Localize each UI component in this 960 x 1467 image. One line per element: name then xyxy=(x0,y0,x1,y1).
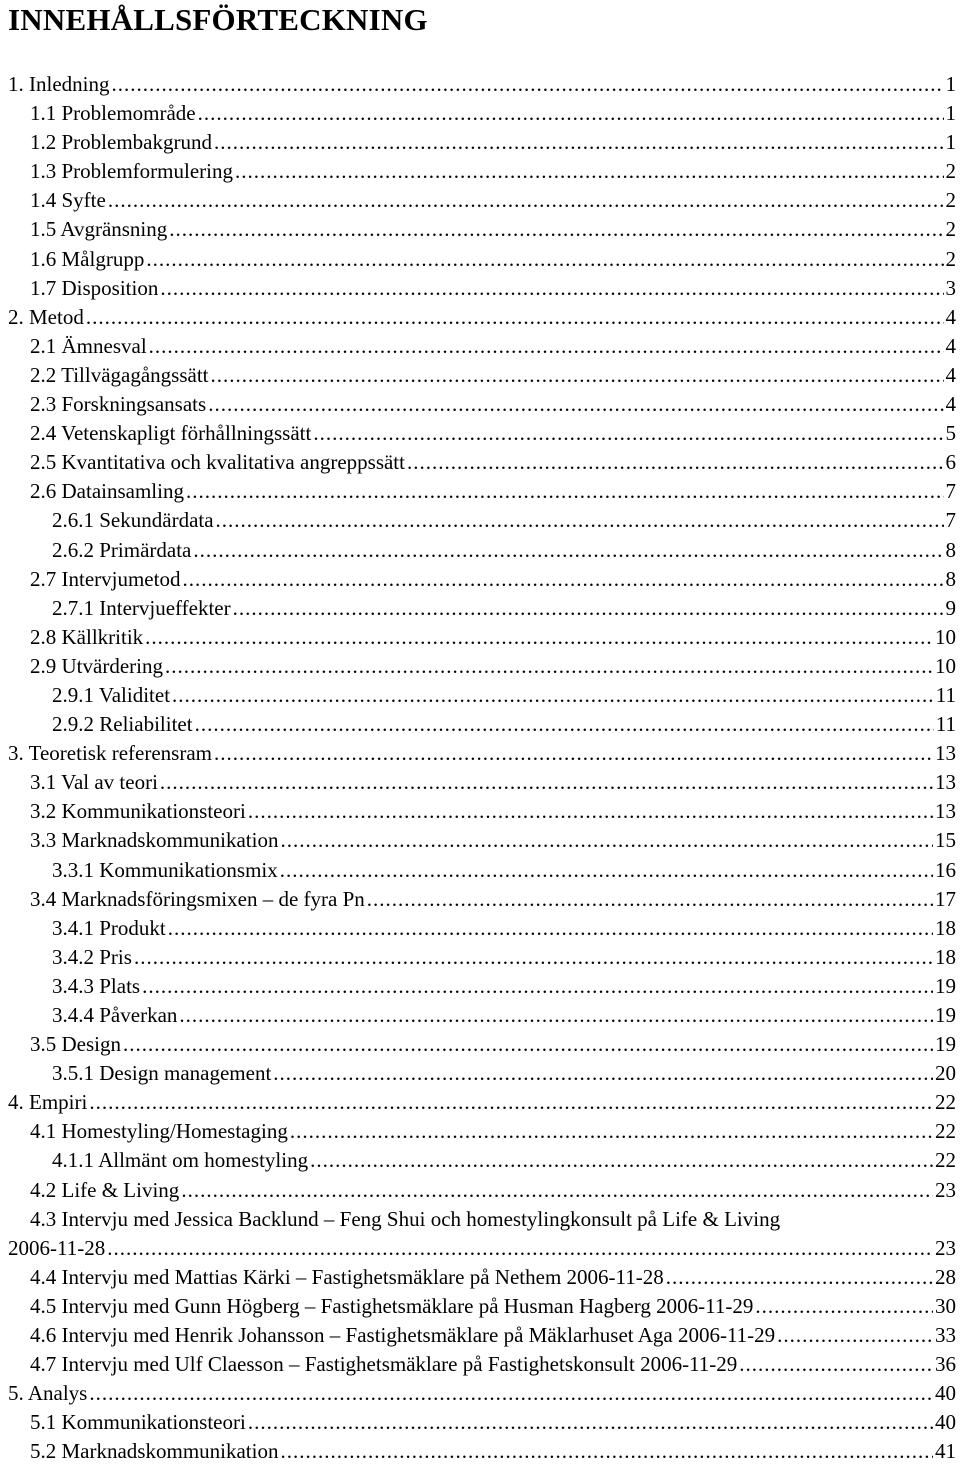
toc-entry[interactable] xyxy=(0,1321,956,1350)
toc-entry[interactable] xyxy=(0,1350,956,1379)
dot-leader xyxy=(739,1350,933,1379)
toc-entry-label: 4.1.1 Allmänt om homestyling xyxy=(52,1148,309,1173)
toc-entry[interactable] xyxy=(0,274,956,303)
dot-leader xyxy=(280,856,933,885)
toc-entry-label: 4. Empiri xyxy=(8,1090,88,1115)
toc-entry-page: 11 xyxy=(935,682,956,707)
toc-entry[interactable] xyxy=(0,1205,956,1234)
toc-entry-page: 40 xyxy=(935,1410,956,1435)
toc-entry-label: 5.1 Kommunikationsteori xyxy=(30,1410,246,1435)
toc-entry-label: 4.2 Life & Living xyxy=(30,1177,180,1202)
toc-entry-page: 15 xyxy=(935,828,956,853)
dot-leader xyxy=(134,943,933,972)
toc-entry-label: 2.6 Datainsamling xyxy=(30,479,184,504)
dot-leader xyxy=(211,361,944,390)
toc-entry[interactable] xyxy=(0,390,956,419)
toc-entry-label: 1.4 Syfte xyxy=(30,188,106,213)
toc-entry-page: 8 xyxy=(945,566,956,591)
toc-entry-label: 5.2 Marknadskommunikation xyxy=(30,1439,279,1464)
toc-entry[interactable] xyxy=(0,1408,956,1437)
toc-entry-page: 41 xyxy=(935,1439,956,1464)
dot-leader xyxy=(182,565,943,594)
toc-entry-label: 3.1 Val av teori xyxy=(30,770,158,795)
toc-entry-label: 1.3 Problemformulering xyxy=(30,159,233,184)
toc-entry-label: 1.2 Problembakgrund xyxy=(30,130,212,155)
toc-entry-label: 2.6.1 Sekundärdata xyxy=(52,508,214,533)
dot-leader xyxy=(172,681,934,710)
toc-entry-page: 33 xyxy=(935,1323,956,1348)
toc-entry-page: 36 xyxy=(935,1352,956,1377)
toc-entry-page: 13 xyxy=(935,799,956,824)
dot-leader xyxy=(235,157,944,186)
toc-entry-page: 17 xyxy=(935,886,956,911)
dot-leader xyxy=(107,1234,933,1263)
toc-entry-page: 1 xyxy=(945,130,956,155)
toc-entry-label: 3.4.4 Påverkan xyxy=(52,1003,178,1027)
toc-entry-page: 2 xyxy=(945,246,956,271)
dot-leader xyxy=(108,186,944,215)
toc-entry-page: 6 xyxy=(945,450,956,475)
dot-leader xyxy=(755,1292,933,1321)
dot-leader xyxy=(123,1030,933,1059)
dot-leader xyxy=(145,623,933,652)
toc-entry-page: 28 xyxy=(935,1264,956,1289)
toc-entry[interactable] xyxy=(0,303,956,332)
toc-entry-page: 19 xyxy=(935,973,956,998)
dot-leader xyxy=(248,1408,933,1437)
toc-entry-label: 4.1 Homestyling/Homestaging xyxy=(30,1119,288,1144)
dot-leader xyxy=(198,99,944,128)
toc-entry[interactable] xyxy=(0,739,956,768)
toc-entry[interactable] xyxy=(0,157,956,186)
toc-entry-label: 4.7 Intervju med Ulf Claesson – Fastighetsmäklare på Fastighetskonsult 2006-11-29 xyxy=(30,1352,738,1377)
toc-entry-page: 10 xyxy=(935,624,956,649)
dot-leader xyxy=(310,1146,933,1175)
toc-entry-label: 3.5 Design xyxy=(30,1032,121,1057)
toc-entry[interactable] xyxy=(0,914,956,943)
toc-entry-label: 3.5.1 Design management xyxy=(52,1061,272,1086)
page-title: INNEHÅLLSFÖRTECKNING xyxy=(8,2,428,37)
dot-leader xyxy=(208,390,943,419)
toc-entry-page: 4 xyxy=(945,304,956,329)
dot-leader xyxy=(214,128,944,157)
dot-leader xyxy=(168,914,933,943)
toc-entry-page: 2 xyxy=(945,217,956,242)
toc-entry-page: 2 xyxy=(945,159,956,184)
toc-entry[interactable] xyxy=(0,1379,956,1408)
toc-entry-page: 18 xyxy=(935,915,956,940)
toc-entry-page: 13 xyxy=(935,741,956,766)
toc-entry[interactable] xyxy=(0,1292,956,1321)
toc-entry[interactable] xyxy=(0,972,956,1001)
dot-leader xyxy=(216,506,944,535)
toc-entry[interactable] xyxy=(0,1117,956,1146)
dot-leader xyxy=(280,826,933,855)
toc-entry-label: 4.4 Intervju med Mattias Kärki – Fastighetsmäklare på Nethem 2006-11-28 xyxy=(30,1264,664,1289)
toc-entry[interactable] xyxy=(0,710,956,739)
toc-entry-label: 2.2 Tillvägagångssätt xyxy=(30,362,209,387)
toc-entry[interactable] xyxy=(0,1088,956,1117)
toc-entry-label-continuation: 2006-11-28 xyxy=(8,1235,106,1260)
dot-leader xyxy=(248,797,933,826)
toc-entry-label: 2.3 Forskningsansats xyxy=(30,392,207,417)
dot-leader xyxy=(290,1117,933,1146)
dot-leader xyxy=(149,332,944,361)
toc-entry-page: 5 xyxy=(945,421,956,446)
toc-entry-page: 18 xyxy=(935,944,956,969)
toc-entry-page: 20 xyxy=(935,1061,956,1086)
dot-leader xyxy=(142,972,933,1001)
dot-leader xyxy=(165,652,933,681)
dot-leader xyxy=(169,215,943,244)
toc-entry[interactable] xyxy=(0,477,956,506)
toc-entry-page: 13 xyxy=(935,770,956,795)
dot-leader xyxy=(193,536,943,565)
toc-entry[interactable] xyxy=(0,1001,956,1030)
toc-entry-label: 1.6 Målgrupp xyxy=(30,246,145,271)
toc-entry-page: 4 xyxy=(945,333,956,358)
toc-entry-page: 8 xyxy=(945,537,956,562)
toc-entry-page: 23 xyxy=(935,1235,956,1260)
toc-entry-label: 2.9.1 Validitet xyxy=(52,682,171,707)
toc-entry-page: 3 xyxy=(945,275,956,300)
toc-entry[interactable] xyxy=(0,99,956,128)
dot-leader xyxy=(233,594,944,623)
toc-entry-label: 3.2 Kommunikationsteori xyxy=(30,799,246,824)
toc-entry-page: 30 xyxy=(935,1293,956,1318)
toc-entry[interactable] xyxy=(0,594,956,623)
toc-entry[interactable] xyxy=(0,1437,956,1466)
toc-entry-page: 16 xyxy=(935,857,956,882)
toc-entry[interactable] xyxy=(0,361,956,390)
toc-entry-label: 1.5 Avgränsning xyxy=(30,217,168,242)
toc-entry-page: 22 xyxy=(935,1090,956,1115)
toc-entry[interactable] xyxy=(0,419,956,448)
dot-leader xyxy=(160,274,943,303)
toc-entry[interactable] xyxy=(0,623,956,652)
toc-entry-label: 4.5 Intervju med Gunn Högberg – Fastighetsmäklare på Husman Hagberg 2006-11-29 xyxy=(30,1293,754,1318)
toc-entry[interactable] xyxy=(0,856,956,885)
toc-entry-label: 3. Teoretisk referensram xyxy=(8,741,212,766)
toc-entry-label: 2.5 Kvantitativa och kvalitativa angreppssätt xyxy=(30,450,405,475)
toc-entry-label: 3.4 Marknadsföringsmixen – de fyra Pn xyxy=(30,886,365,911)
toc-entry-label: 4.6 Intervju med Henrik Johansson – Fastighetsmäklare på Mäklarhuset Aga 2006-11-29 xyxy=(30,1323,776,1348)
dot-leader xyxy=(179,1001,933,1030)
dot-leader xyxy=(195,710,934,739)
toc-entry-page: 19 xyxy=(935,1003,956,1027)
toc-entry-label: 2.9 Utvärdering xyxy=(30,653,163,678)
toc-entry-page: 19 xyxy=(935,1032,956,1057)
toc-entry-label: 3.3.1 Kommunikationsmix xyxy=(52,857,278,882)
dot-leader xyxy=(146,245,943,274)
toc-entry-label: 2.6.2 Primärdata xyxy=(52,537,192,562)
toc-entry-label: 2.1 Ämnesval xyxy=(30,333,147,358)
toc-entry[interactable] xyxy=(0,1146,956,1175)
dot-leader xyxy=(280,1437,933,1466)
toc-entry[interactable] xyxy=(0,1263,956,1292)
dot-leader xyxy=(186,477,944,506)
toc-entry[interactable] xyxy=(0,128,956,157)
toc-entry-page: 2 xyxy=(945,188,956,213)
toc-entry[interactable] xyxy=(0,332,956,361)
toc-entry-page: 9 xyxy=(945,595,956,620)
toc-entry[interactable] xyxy=(0,1030,956,1059)
dot-leader xyxy=(86,303,944,332)
toc-entry-page: 4 xyxy=(945,362,956,387)
toc-entry[interactable] xyxy=(0,506,956,535)
toc-entry[interactable] xyxy=(0,215,956,244)
toc-entry-page: 7 xyxy=(945,479,956,504)
toc-entry[interactable] xyxy=(0,768,956,797)
toc-entry-page: 7 xyxy=(945,508,956,533)
table-of-contents xyxy=(0,70,956,1467)
toc-entry-page: 4 xyxy=(945,392,956,417)
toc-entry[interactable] xyxy=(0,1059,956,1088)
toc-entry[interactable] xyxy=(0,652,956,681)
dot-leader xyxy=(666,1263,933,1292)
toc-entry[interactable] xyxy=(0,1176,956,1205)
dot-leader xyxy=(214,739,933,768)
toc-entry-label: 3.4.1 Produkt xyxy=(52,915,166,940)
dot-leader xyxy=(407,448,944,477)
toc-entry-label: 2.8 Källkritik xyxy=(30,624,144,649)
toc-entry[interactable] xyxy=(0,943,956,972)
toc-entry-label: 2.7 Intervjumetod xyxy=(30,566,181,591)
dot-leader xyxy=(181,1176,933,1205)
toc-entry[interactable] xyxy=(0,536,956,565)
toc-entry-page: 22 xyxy=(935,1119,956,1144)
toc-entry-page: 1 xyxy=(945,72,956,96)
toc-entry-label: 2. Metod xyxy=(8,304,84,329)
dot-leader xyxy=(89,1088,933,1117)
toc-entry-page: 1 xyxy=(945,101,956,126)
dot-leader xyxy=(313,419,943,448)
toc-entry[interactable] xyxy=(0,186,956,215)
toc-entry-label: 3.4.2 Pris xyxy=(52,944,132,969)
toc-entry-page: 23 xyxy=(935,1177,956,1202)
toc-entry-page: 22 xyxy=(935,1148,956,1173)
toc-entry[interactable] xyxy=(0,448,956,477)
toc-entry-label: 1.1 Problemområde xyxy=(30,101,196,126)
toc-entry[interactable] xyxy=(0,885,956,914)
dot-leader xyxy=(367,885,933,914)
toc-entry-label: 5. Analys xyxy=(8,1381,88,1406)
toc-entry[interactable] xyxy=(0,826,956,855)
toc-entry-page: 40 xyxy=(935,1381,956,1406)
toc-entry[interactable] xyxy=(0,565,956,594)
toc-entry[interactable] xyxy=(0,70,956,99)
toc-entry-label: 1. Inledning xyxy=(8,72,110,96)
toc-entry-page: 10 xyxy=(935,653,956,678)
toc-entry[interactable] xyxy=(0,681,956,710)
toc-entry-continuation[interactable] xyxy=(0,1234,956,1263)
toc-entry-label: 2.4 Vetenskapligt förhållningssätt xyxy=(30,421,312,446)
toc-entry-label: 2.9.2 Reliabilitet xyxy=(52,712,193,737)
toc-entry-label: 1.7 Disposition xyxy=(30,275,159,300)
toc-entry-label: 4.3 Intervju med Jessica Backlund – Feng Shui och homestylingkonsult på Life & Living xyxy=(30,1206,781,1231)
toc-entry-label: 2.7.1 Intervjueffekter xyxy=(52,595,231,620)
toc-entry[interactable] xyxy=(0,797,956,826)
dot-leader xyxy=(89,1379,933,1408)
dot-leader xyxy=(777,1321,933,1350)
toc-entry-label: 3.4.3 Plats xyxy=(52,973,141,998)
dot-leader xyxy=(111,70,943,99)
dot-leader xyxy=(160,768,933,797)
dot-leader xyxy=(273,1059,933,1088)
toc-entry[interactable] xyxy=(0,245,956,274)
toc-entry-page: 11 xyxy=(935,712,956,737)
toc-entry-label: 3.3 Marknadskommunikation xyxy=(30,828,279,853)
